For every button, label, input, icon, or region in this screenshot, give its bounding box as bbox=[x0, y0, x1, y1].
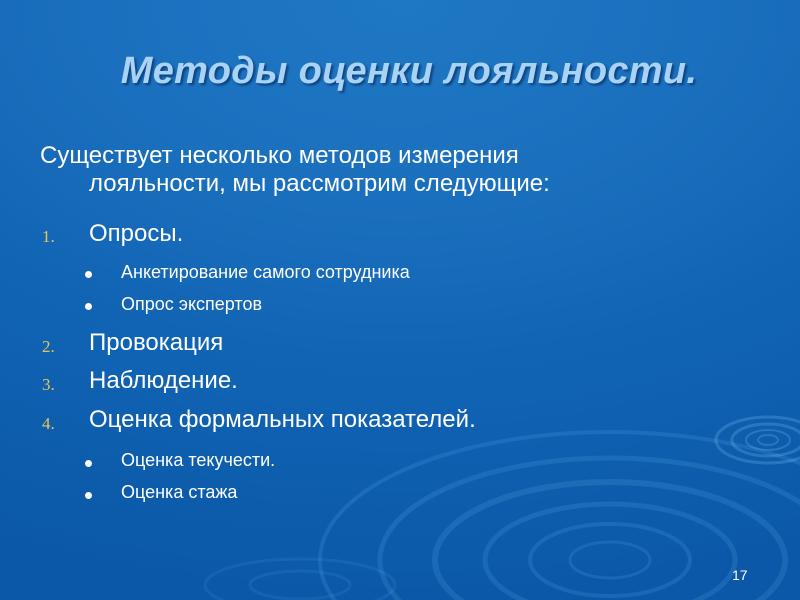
bullet-icon bbox=[85, 492, 92, 499]
list-number: 3. bbox=[42, 375, 55, 394]
sub-item-label: Анкетирование самого сотрудника bbox=[121, 262, 410, 282]
intro-line-1: Существует несколько методов измерения bbox=[40, 142, 519, 169]
intro-paragraph bbox=[40, 142, 740, 198]
bullet-icon bbox=[85, 271, 92, 278]
sub-item-label: Опрос экспертов bbox=[121, 294, 263, 314]
intro-line-2: лояльности, мы рассмотрим следующие: bbox=[89, 170, 550, 197]
list-number: 4. bbox=[42, 414, 55, 433]
bullet-icon bbox=[85, 460, 92, 467]
sub-item-label: Оценка стажа bbox=[121, 482, 238, 502]
slide-title: Методы оценки лояльности. bbox=[120, 50, 698, 92]
list-number: 2. bbox=[42, 337, 55, 356]
list-item-label: Опросы. bbox=[89, 220, 184, 247]
list-item-label: Оценка формальных показателей. bbox=[89, 406, 476, 433]
list-number: 1. bbox=[42, 227, 55, 246]
list-item-label: Наблюдение. bbox=[89, 367, 238, 394]
page-number: 17 bbox=[732, 567, 748, 583]
list-item-label: Провокация bbox=[89, 329, 224, 356]
bullet-icon bbox=[85, 303, 92, 310]
sub-item-label: Оценка текучести. bbox=[121, 450, 276, 470]
